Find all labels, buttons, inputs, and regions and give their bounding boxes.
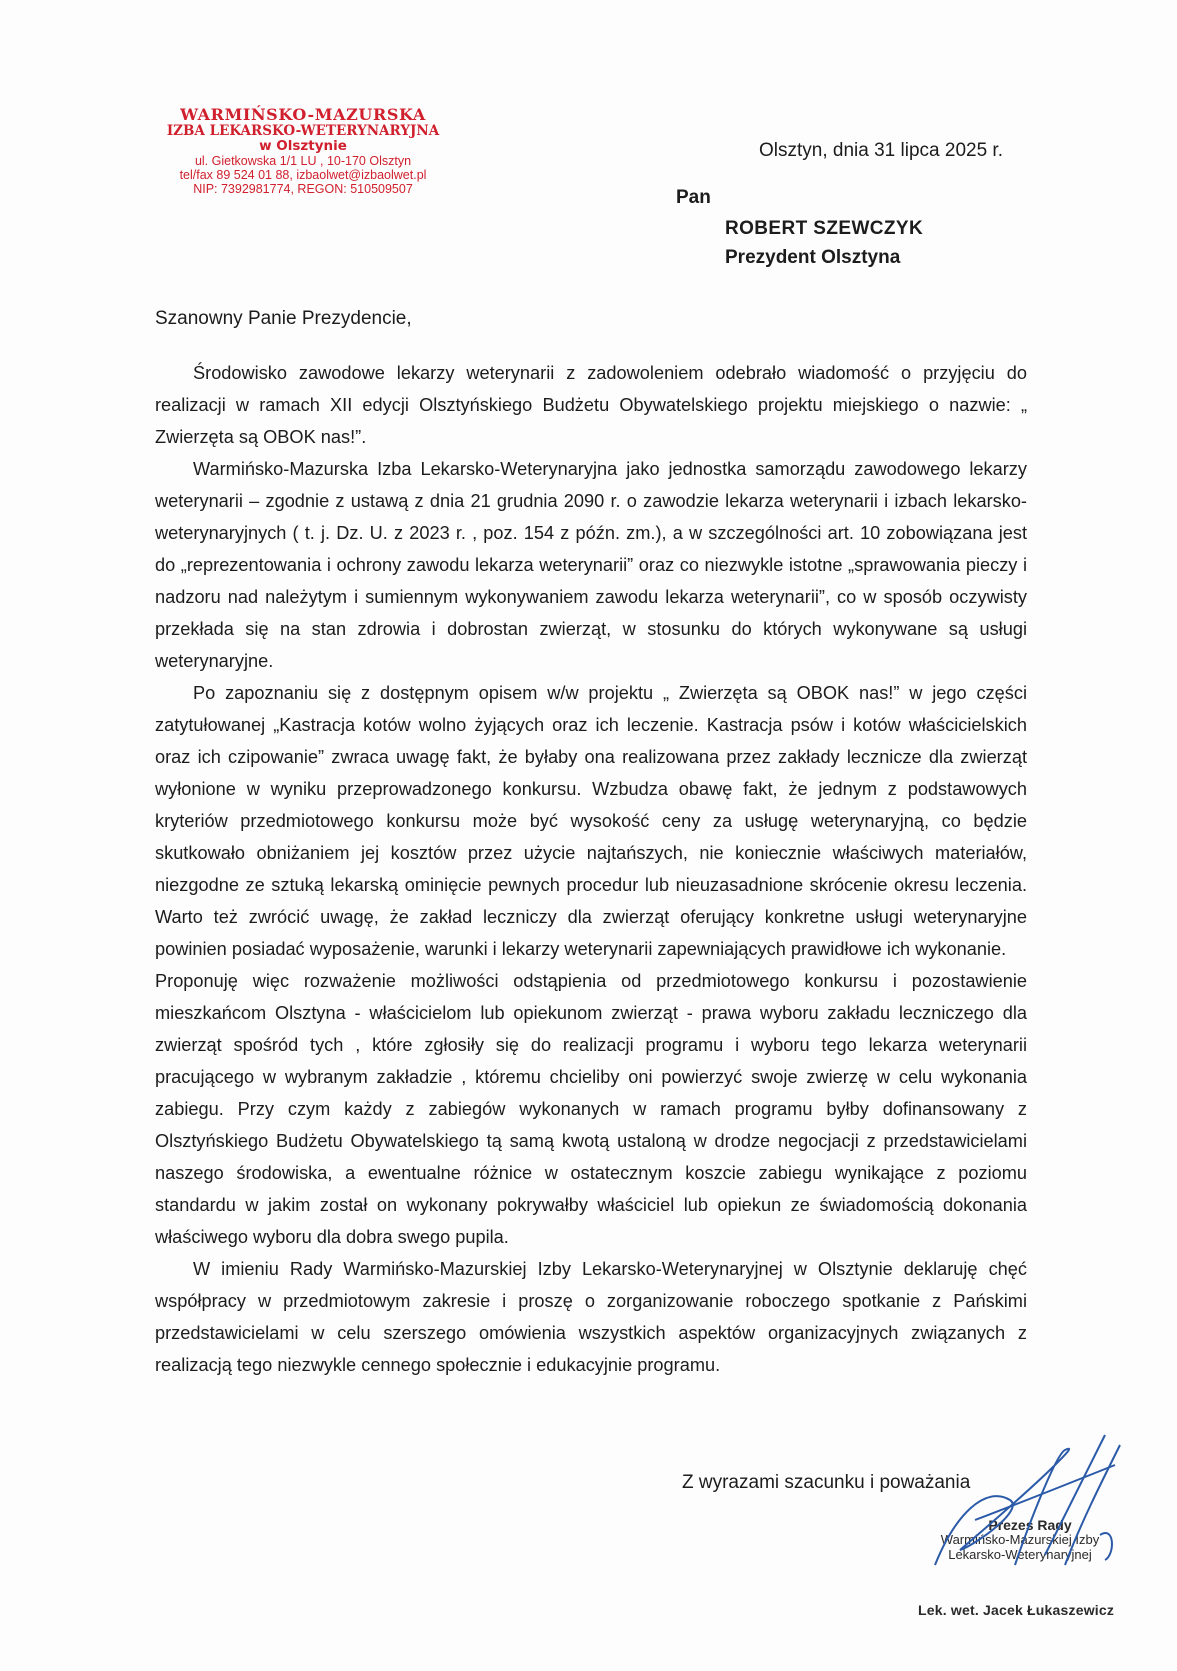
stamp-line: Warmińsko-Mazurskiej Izby	[940, 1532, 1100, 1548]
salutation: Szanowny Panie Prezydencie,	[155, 308, 412, 329]
stamp-line: Lekarsko-Weterynaryjnej	[948, 1546, 1092, 1562]
letterhead	[158, 106, 448, 196]
signature-stamp	[905, 1518, 1135, 1562]
letter-body	[155, 357, 1027, 1381]
letterhead-city: w Olsztynie	[259, 138, 347, 155]
addressee-honorific: Pan	[676, 187, 711, 208]
letterhead-org-subtitle: IZBA LEKARSKO-WETERYNARYJNA	[166, 122, 440, 139]
letterhead-ids: NIP: 7392981774, REGON: 510509507	[193, 182, 413, 197]
body-paragraph: Warmińsko-Mazurska Izba Lekarsko-Weterynaryjna jako jednostka samorządu zawodowego lekarzy weterynarii – zgodnie z ustawą z dnia 21 grudnia 2090 r. o zawodzie lekarza weterynarii i izbach lekarsko-weterynaryjnych ( t. j. Dz. U. z 2023 r. , poz. 154 z późn. zm.), a w szczególności art. 10 zobowiązana jest do „reprezentowania i ochrony zawodu lekarza weterynarii” oraz co niezwykle istotne „sprawowania pieczy i nadzoru nad należytym i sumiennym wykonywaniem zawodu lekarza weterynarii”, co w sposób oczywisty przekłada się na stan zdrowia i dobrostan zwierząt, w stosunku do których wykonywane są usługi weterynaryjne.	[155, 459, 1027, 671]
addressee-name: ROBERT SZEWCZYK	[725, 218, 924, 239]
body-paragraph: Środowisko zawodowe lekarzy weterynarii z zadowoleniem odebrało wiadomość o przyjęciu do realizacji w ramach XII edycji Olsztyńskiego Budżetu Obywatelskiego projektu miejskiego o nazwie: „ Zwierzęta są OBOK nas!”.	[155, 363, 1027, 447]
stamp-title: Prezes Rady	[988, 1517, 1072, 1533]
addressee-title: Prezydent Olsztyna	[725, 247, 901, 268]
signer-name: Lek. wet. Jacek Łukaszewicz	[918, 1602, 1115, 1618]
letter-date: Olsztyn, dnia 31 lipca 2025 r.	[759, 140, 1003, 161]
body-paragraph: Proponuję więc rozważenie możliwości odstąpienia od przedmiotowego konkursu i pozostawienie mieszkańcom Olsztyna - właścicielom lub opiekunom zwierząt - prawa wyboru zakładu leczniczego dla zwierząt spośród tych , które zgłosiły się do realizacji programu i wyboru tego lekarza weterynarii pracującego w wybranym zakładzie , któremu chcieliby oni powierzyć swoje zwierzę w celu wykonania zabiegu. Przy czym każdy z zabiegów wykonanych w ramach programu byłby dofinansowany z Olsztyńskiego Budżetu Obywatelskiego tą samą kwotą ustaloną w drodze negocjacji z przedstawicielami naszego środowiska, a ewentualne różnice w ostatecznym koszcie zabiegu wynikające z poziomu standardu w jakim został on wykonany pokrywałby właściciel lub opiekun ze świadomością dokonania właściwego wyboru dla dobra swego pupila.	[155, 971, 1027, 1247]
letterhead-address: ul. Gietkowska 1/1 LU , 10-170 Olsztyn	[194, 154, 412, 169]
closing-phrase: Z wyrazami szacunku i poważania	[682, 1472, 971, 1493]
letterhead-contact: tel/fax 89 524 01 88, izbaolwet@izbaolwet.pl	[179, 168, 427, 183]
body-paragraph: Po zapoznaniu się z dostępnym opisem w/w projektu „ Zwierzęta są OBOK nas!” w jego części zatytułowanej „Kastracja kotów wolno żyjących oraz ich leczenie. Kastracja psów i kotów właścicielskich oraz ich czipowanie” zwraca uwagę fakt, że byłaby ona realizowana przez zakłady lecznicze dla zwierząt wyłonione w wyniku przeprowadzonego konkursu. Wzbudza obawę fakt, że jednym z podstawowych kryteriów przedmiotowego konkursu może być wysokość ceny za usługę weterynaryjną, co będzie skutkowało obniżaniem jej kosztów przez użycie najtańszych, nie koniecznie właściwych materiałów, niezgodne ze sztuką lekarską ominięcie pewnych procedur lub nieuzasadnione skrócenie okresu leczenia. Warto też zwrócić uwagę, że zakład leczniczy dla zwierząt oferujący konkretne usługi weterynaryjne powinien posiadać wyposażenie, warunki i lekarzy weterynarii zapewniających prawidłowe ich wykonanie.	[155, 683, 1027, 959]
body-paragraph: W imieniu Rady Warmińsko-Mazurskiej Izby Lekarsko-Weterynaryjnej w Olsztynie deklaruję chęć współpracy w przedmiotowym zakresie i proszę o zorganizowanie roboczego spotkanie z Pańskimi przedstawicielami w celu szerszego omówienia wszystkich aspektów organizacyjnych związanych z realizacją tego niezwykle cennego społecznie i edukacyjnie programu.	[155, 1259, 1027, 1375]
letterhead-org-name: WARMIŃSKO-MAZURSKA	[180, 105, 426, 124]
